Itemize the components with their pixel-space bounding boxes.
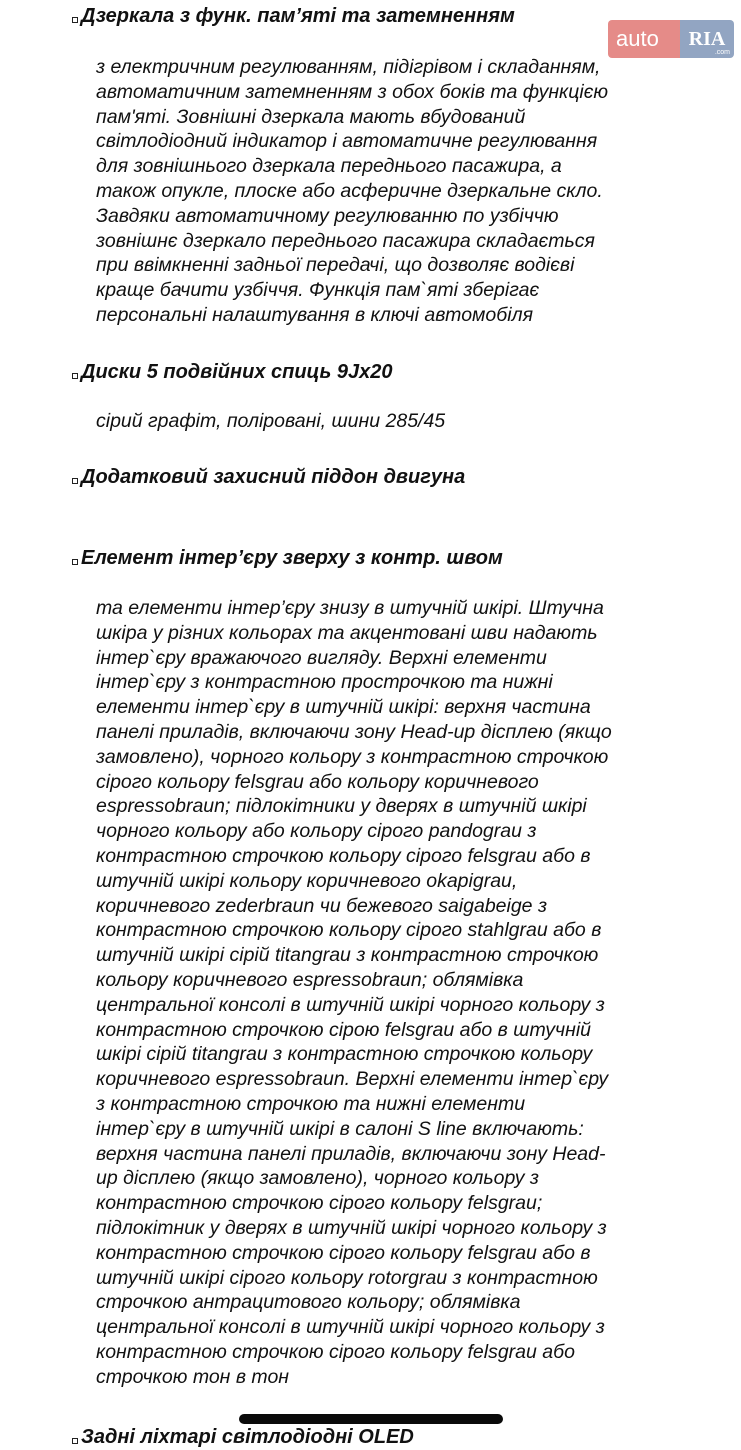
description-line: автоматичним затемненням з обох боків та функцією	[96, 80, 609, 103]
bullet-icon	[72, 478, 78, 484]
section-title-rear-lights	[72, 1424, 414, 1450]
section-title-wheels	[72, 359, 393, 385]
description-line: центральної консолі в штучній шкірі чорного кольору з	[96, 993, 605, 1016]
description-line: штучній шкірі сірого кольору rotorgrau з контрастною	[96, 1266, 598, 1289]
bullet-icon	[72, 559, 78, 565]
description-line: підлокітник у дверях в штучній шкірі чорного кольору з	[96, 1216, 607, 1239]
description-line: up дісплею (якщо замовлено), чорного кольору з	[96, 1167, 539, 1190]
description-line: панелі приладів, включаючи зону Head-up дісплею (якщо	[96, 720, 612, 743]
bullet-icon	[72, 1438, 78, 1444]
section-title-mirrors	[72, 3, 515, 29]
description-line: для зовнішнього дзеркала переднього пасажира, а	[96, 155, 562, 178]
watermark-auto: auto	[608, 20, 680, 58]
description-line: сірого кольору felsgrau або кольору коричневого	[96, 770, 539, 793]
description-line: з контрастною строчкою та нижні елементи	[96, 1092, 526, 1115]
description-line: коричневого zederbraun чи бежевого saigabeige з	[96, 894, 548, 917]
section-title-text: Дзеркала з функ. пам’яті та затемненням	[81, 5, 515, 27]
section-title-text: Елемент інтер’єру зверху з контр. швом	[81, 547, 503, 569]
description-line: штучній шкірі сірій titangrau з контрастною строчкою	[96, 944, 599, 967]
watermark-ria-text: RIA	[688, 28, 726, 50]
bullet-icon	[72, 17, 78, 23]
description-line: інтер`єру з контрастною прострочкою та нижні	[96, 671, 553, 694]
description-line: шкіра у різних кольорах та акцентовані шви надають	[96, 621, 598, 644]
description-line: контрастною строчкою сірою felsgrau або в штучній	[96, 1018, 592, 1041]
section-title-text: Задні ліхтарі світлодіодні OLED	[81, 1426, 414, 1448]
description-line: чорного кольору або кольору сірого pandograu з	[96, 820, 537, 843]
section-title-text: Додатковий захисний піддон двигуна	[81, 466, 466, 488]
section-title-interior	[72, 545, 503, 571]
description-line: інтер`єру в штучній шкірі в салоні S line включають:	[96, 1117, 584, 1140]
description-line: при ввімкненні задньої передачі, що дозволяє водієві	[96, 254, 575, 277]
description-line: кольору коричневого espressobraun; облямівка	[96, 968, 524, 991]
description-line: та елементи інтер’єру знизу в штучній шкірі. Штучна	[96, 597, 604, 619]
description-line: контрастною строчкою сірого кольору felsgrau;	[96, 1192, 543, 1215]
bullet-icon	[72, 373, 78, 379]
description-line: верхня частина панелі приладів, включаючи зону Head-	[96, 1142, 606, 1165]
description-line: замовлено), чорного кольору з контрастною строчкою	[96, 745, 609, 768]
description-line: Завдяки автоматичному регулюванню по узбіччю	[96, 204, 559, 227]
description-line: контрастною строчкою кольору сірого felsgrau або в	[96, 844, 591, 867]
description-line: контрастною строчкою сірого кольору felsgrau або	[96, 1340, 575, 1363]
home-indicator[interactable]	[239, 1414, 503, 1424]
description-line: краще бачити узбіччя. Функція пам`яті зберігає	[96, 279, 540, 302]
description-line: світлодіодний індикатор і автоматичне регулювання	[96, 130, 598, 153]
section-description-mirrors	[96, 55, 656, 328]
description-line: контрастною строчкою сірого кольору felsgrau або в	[96, 1241, 591, 1264]
description-line: espressobraun; підлокітники у дверях в штучній шкірі	[96, 795, 587, 818]
section-description-interior	[96, 596, 656, 1390]
description-line: строчкою антрацитового кольору; облямівка	[96, 1291, 521, 1314]
section-description-wheels	[96, 409, 656, 434]
description-line: також опукле, плоске або асферичне дзеркальне скло.	[96, 179, 603, 202]
description-line: контрастною строчкою кольору сірого stahlgrau або в	[96, 919, 602, 942]
description-line: елементи інтер`єру в штучній шкірі: верхня частина	[96, 696, 591, 719]
description-line: центральної консолі в штучній шкірі чорного кольору з	[96, 1316, 605, 1339]
description-line: коричневого espressobraun. Верхні елементи інтер`єру	[96, 1068, 609, 1091]
description-line: персональні налаштування в ключі автомобіля	[96, 303, 533, 326]
description-line: шкірі сірій titangrau з контрастною строчкою кольору	[96, 1043, 593, 1066]
description-line: зовнішнє дзеркало переднього пасажира складається	[96, 229, 595, 252]
section-title-engine-guard	[72, 464, 465, 490]
description-line: строчкою тон в тон	[96, 1365, 290, 1388]
description-line: інтер`єру вражаючого вигляду. Верхні елементи	[96, 646, 547, 669]
description-line: пам'яті. Зовнішні дзеркала мають вбудований	[96, 105, 526, 128]
watermark-ria-domain: .com	[714, 49, 730, 56]
description-line: штучній шкірі кольору коричневого okapigrau,	[96, 869, 518, 892]
section-title-text: Диски 5 подвійних спиць 9Jx20	[81, 361, 393, 383]
watermark-ria	[680, 20, 734, 58]
description-line: з електричним регулюванням, підігрівом і складанням,	[96, 56, 601, 78]
watermark-logo	[608, 20, 734, 58]
description-line: сірий графіт, поліровані, шини 285/45	[96, 410, 446, 432]
